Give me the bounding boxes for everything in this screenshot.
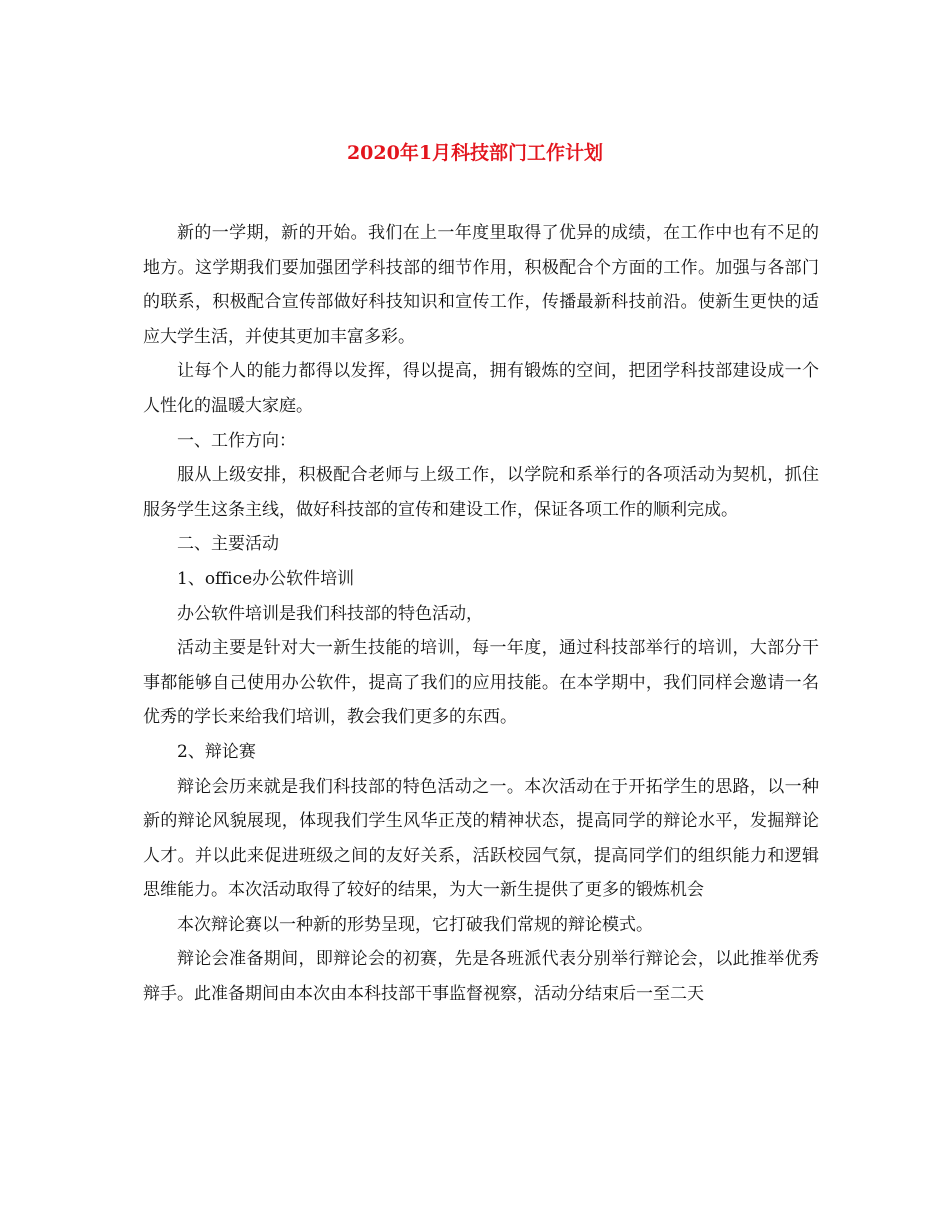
paragraph: 服从上级安排，积极配合老师与上级工作，以学院和系举行的各项活动为契机，抓住服务学生这条主线，做好科技部的宣传和建设工作，保证各项工作的顺利完成。 bbox=[143, 465, 819, 520]
section-heading: 一、工作方向： bbox=[177, 430, 296, 451]
paragraph: 辩论会历来就是我们科技部的特色活动之一。本次活动在于开拓学生的思路，以一种新的辩论风貌展现，体现我们学生风华正茂的精神状态，提高同学的辩论水平，发掘辩论人才。并以此来促进班级之间的友好关系，活跃校园气氛，提高同学们的组织能力和逻辑思维能力。本次活动取得了较好的结果，为大一新生提供了更多的锻炼机会 bbox=[143, 776, 819, 901]
subsection-heading: 1、office办公软件培训 bbox=[177, 568, 355, 589]
paragraph: 新的一学期，新的开始。我们在上一年度里取得了优异的成绩，在工作中也有不足的地方。这学期我们要加强团学科技部的细节作用，积极配合个方面的工作。加强与各部门的联系，积极配合宣传部做好科技知识和宣传工作，传播最新科技前沿。使新生更快的适应大学生活，并使其更加丰富多彩。 bbox=[143, 223, 819, 347]
paragraph: 让每个人的能力都得以发挥，得以提高，拥有锻炼的空间，把团学科技部建设成一个人性化的温暖大家庭。 bbox=[143, 361, 819, 416]
subsection-heading: 2、辩论赛 bbox=[177, 741, 256, 762]
section-heading: 二、主要活动 bbox=[177, 534, 279, 555]
document-title: 2020年1月科技部门工作计划 bbox=[346, 142, 604, 164]
document-body bbox=[143, 216, 819, 1012]
paragraph: 本次辩论赛以一种新的形势呈现，它打破我们常规的辩论模式。 bbox=[177, 914, 653, 935]
paragraph: 办公软件培训是我们科技部的特色活动， bbox=[177, 603, 483, 624]
paragraph: 活动主要是针对大一新生技能的培训，每一年度，通过科技部举行的培训，大部分干事都能够自己使用办公软件，提高了我们的应用技能。在本学期中，我们同样会邀请一名优秀的学长来给我们培训，教会我们更多的东西。 bbox=[143, 638, 819, 728]
paragraph: 辩论会准备期间，即辩论会的初赛，先是各班派代表分别举行辩论会，以此推举优秀辩手。此准备期间由本次由本科技部干事监督视察，活动分结束后一至二天 bbox=[143, 949, 819, 1005]
